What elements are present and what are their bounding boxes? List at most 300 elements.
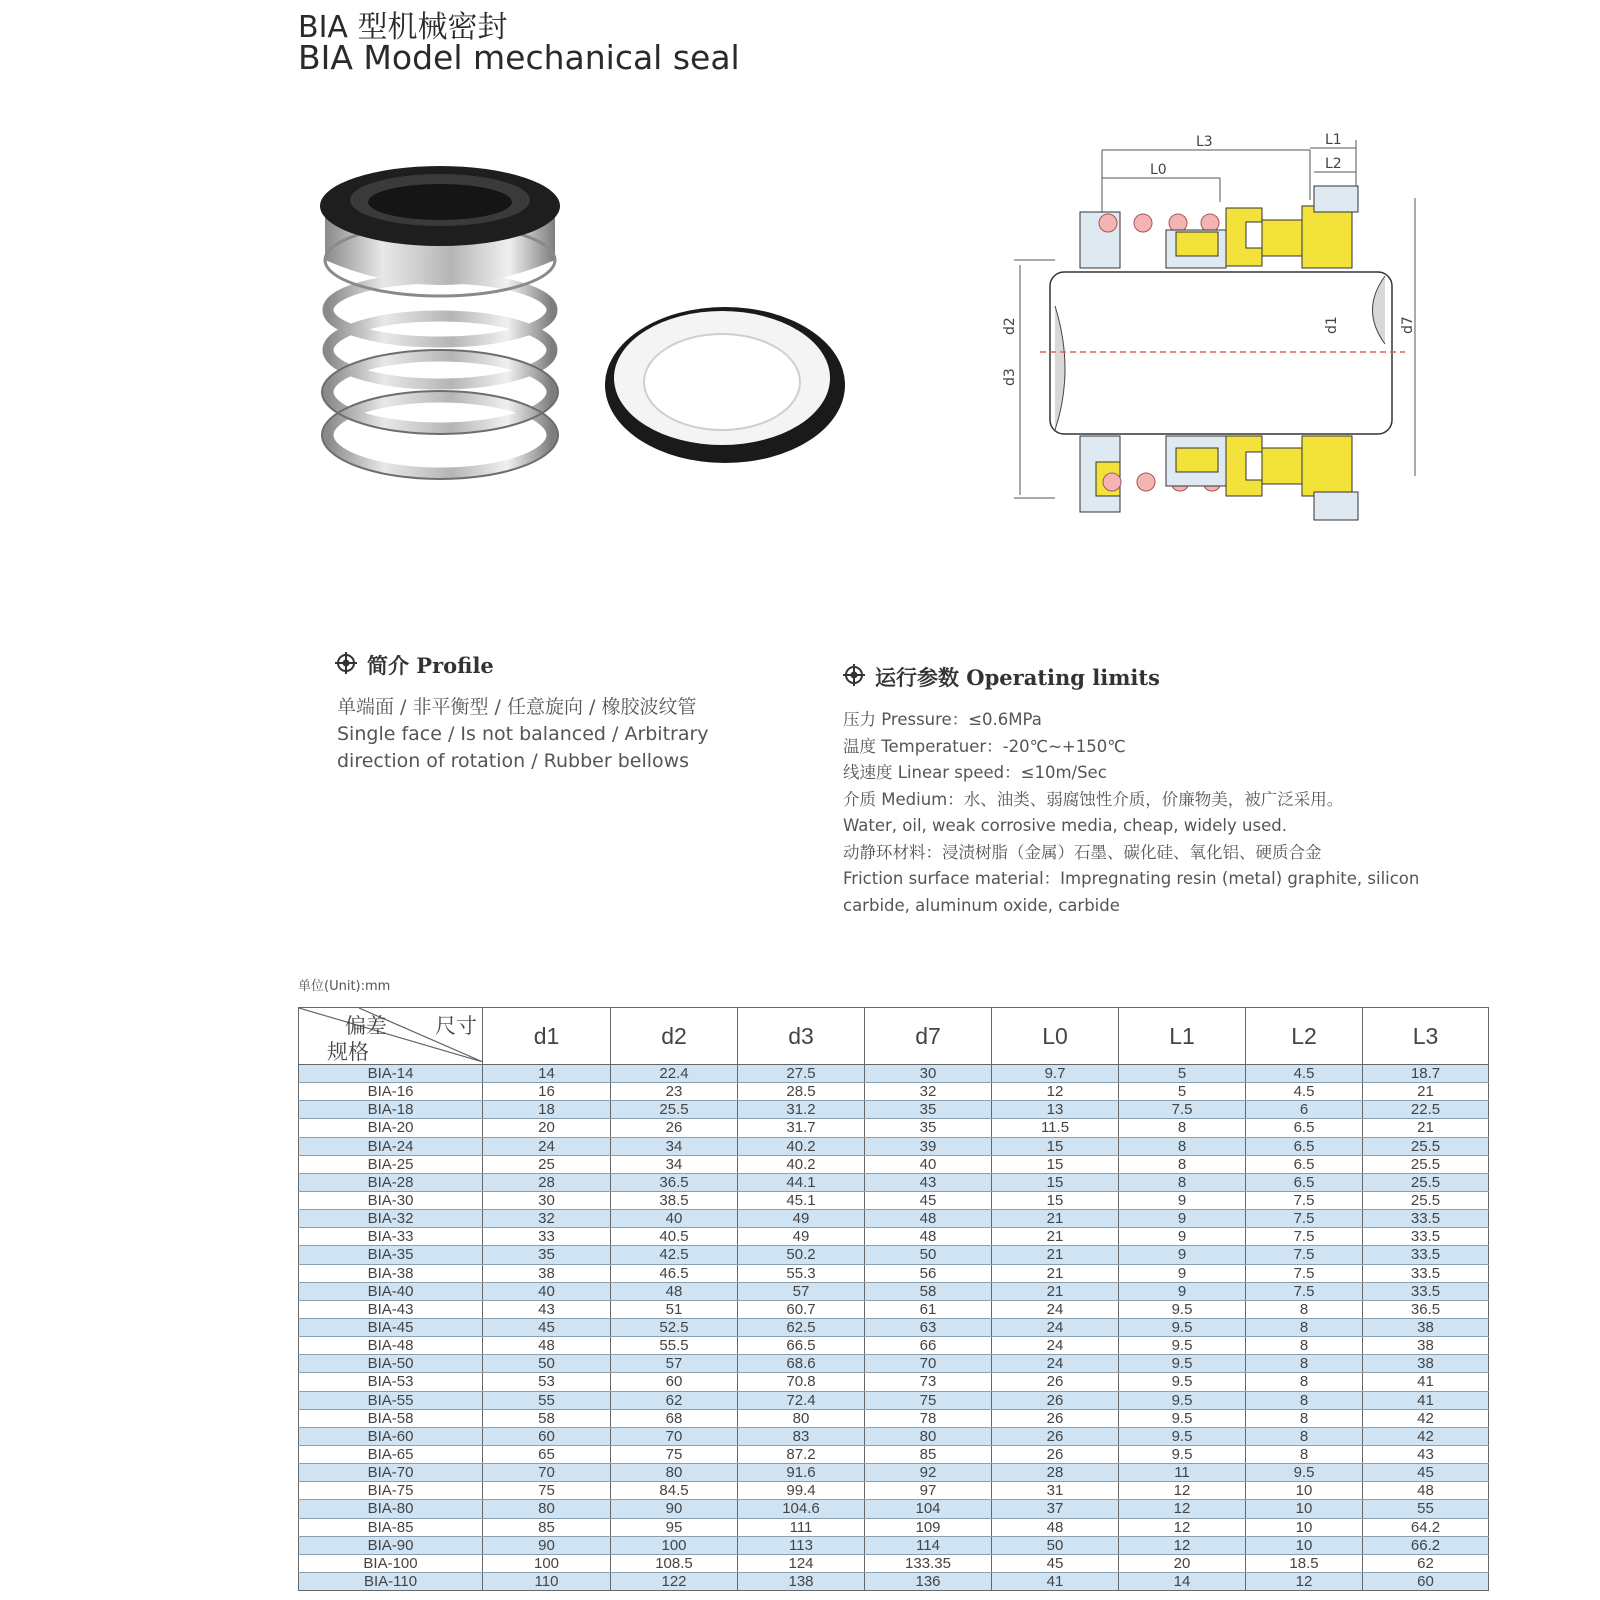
value-cell: 33.5 [1363, 1246, 1489, 1264]
table-row [299, 1518, 1489, 1536]
model-cell: BIA-53 [299, 1373, 483, 1391]
value-cell: 136 [865, 1572, 992, 1590]
model-cell: BIA-14 [299, 1065, 483, 1083]
operating-line: carbide, aluminum oxide, carbide [843, 895, 1120, 915]
value-cell: 24 [992, 1318, 1119, 1336]
value-cell: 21 [1363, 1119, 1489, 1137]
col-header-L3: L3 [1363, 1008, 1489, 1065]
operating-line: 温度 Temperatuer：-20℃~+150℃ [843, 736, 1126, 756]
table-row [299, 1191, 1489, 1209]
table-row [299, 1173, 1489, 1191]
value-cell: 92 [865, 1464, 992, 1482]
model-cell: BIA-65 [299, 1445, 483, 1463]
value-cell: 4.5 [1246, 1065, 1363, 1083]
profile-heading [335, 650, 494, 680]
value-cell: 42 [1363, 1409, 1489, 1427]
value-cell: 18 [483, 1101, 611, 1119]
value-cell: 40.2 [738, 1137, 865, 1155]
value-cell: 52.5 [611, 1318, 738, 1336]
value-cell: 33.5 [1363, 1210, 1489, 1228]
value-cell: 25.5 [1363, 1173, 1489, 1191]
value-cell: 8 [1246, 1409, 1363, 1427]
model-cell: BIA-58 [299, 1409, 483, 1427]
model-cell: BIA-32 [299, 1210, 483, 1228]
model-cell: BIA-28 [299, 1173, 483, 1191]
value-cell: 20 [1119, 1554, 1246, 1572]
value-cell: 26 [992, 1427, 1119, 1445]
value-cell: 45.1 [738, 1191, 865, 1209]
value-cell: 80 [483, 1500, 611, 1518]
value-cell: 9.5 [1119, 1355, 1246, 1373]
col-header-L0: L0 [992, 1008, 1119, 1065]
value-cell: 6.5 [1246, 1137, 1363, 1155]
value-cell: 80 [865, 1427, 992, 1445]
value-cell: 9.5 [1119, 1427, 1246, 1445]
value-cell: 62 [1363, 1554, 1489, 1572]
value-cell: 31.7 [738, 1119, 865, 1137]
value-cell: 97 [865, 1482, 992, 1500]
value-cell: 91.6 [738, 1464, 865, 1482]
table-row [299, 1065, 1489, 1083]
value-cell: 9 [1119, 1191, 1246, 1209]
value-cell: 8 [1119, 1137, 1246, 1155]
value-cell: 45 [865, 1191, 992, 1209]
value-cell: 58 [483, 1409, 611, 1427]
value-cell: 9 [1119, 1264, 1246, 1282]
model-cell: BIA-45 [299, 1318, 483, 1336]
value-cell: 18.5 [1246, 1554, 1363, 1572]
table-row [299, 1300, 1489, 1318]
value-cell: 9 [1119, 1228, 1246, 1246]
value-cell: 53 [483, 1373, 611, 1391]
value-cell: 58 [865, 1282, 992, 1300]
value-cell: 35 [865, 1119, 992, 1137]
value-cell: 8 [1246, 1427, 1363, 1445]
value-cell: 9 [1119, 1282, 1246, 1300]
corner-bottom-label: 规格 [327, 1040, 369, 1064]
model-cell: BIA-35 [299, 1246, 483, 1264]
value-cell: 21 [992, 1246, 1119, 1264]
value-cell: 31.2 [738, 1101, 865, 1119]
value-cell: 40.5 [611, 1228, 738, 1246]
spec-table [298, 1007, 1489, 1591]
value-cell: 50.2 [738, 1246, 865, 1264]
value-cell: 33 [483, 1228, 611, 1246]
value-cell: 70 [865, 1355, 992, 1373]
corner-header [299, 1008, 483, 1065]
value-cell: 124 [738, 1554, 865, 1572]
value-cell: 62 [611, 1391, 738, 1409]
value-cell: 7.5 [1246, 1282, 1363, 1300]
model-cell: BIA-100 [299, 1554, 483, 1572]
corner-top-label: 偏差 [345, 1014, 387, 1038]
model-cell: BIA-50 [299, 1355, 483, 1373]
value-cell: 12 [1119, 1518, 1246, 1536]
model-cell: BIA-70 [299, 1464, 483, 1482]
value-cell: 43 [865, 1173, 992, 1191]
value-cell: 62.5 [738, 1318, 865, 1336]
title-english: BIA Model mechanical seal [298, 38, 740, 77]
value-cell: 12 [1119, 1482, 1246, 1500]
value-cell: 15 [992, 1155, 1119, 1173]
operating-line: Water, oil, weak corrosive media, cheap, widely used. [843, 816, 1287, 835]
value-cell: 85 [483, 1518, 611, 1536]
value-cell: 28.5 [738, 1083, 865, 1101]
value-cell: 15 [992, 1137, 1119, 1155]
value-cell: 7.5 [1246, 1191, 1363, 1209]
value-cell: 5 [1119, 1083, 1246, 1101]
value-cell: 10 [1246, 1518, 1363, 1536]
table-body [299, 1065, 1489, 1591]
value-cell: 36.5 [611, 1173, 738, 1191]
value-cell: 11 [1119, 1464, 1246, 1482]
table-row [299, 1391, 1489, 1409]
value-cell: 7.5 [1119, 1101, 1246, 1119]
value-cell: 75 [865, 1391, 992, 1409]
value-cell: 60.7 [738, 1300, 865, 1318]
table-row [299, 1536, 1489, 1554]
operating-line: 动静环材料：浸渍树脂（金属）石墨、碳化硅、氧化铝、硬质合金 [843, 842, 1322, 862]
label-d1: d1 [1324, 316, 1340, 334]
value-cell: 70 [483, 1464, 611, 1482]
table-row [299, 1355, 1489, 1373]
value-cell: 66.2 [1363, 1536, 1489, 1554]
value-cell: 28 [992, 1464, 1119, 1482]
value-cell: 8 [1119, 1155, 1246, 1173]
value-cell: 100 [611, 1536, 738, 1554]
value-cell: 38.5 [611, 1191, 738, 1209]
col-header-d3: d3 [738, 1008, 865, 1065]
value-cell: 9 [1119, 1246, 1246, 1264]
table-row [299, 1464, 1489, 1482]
value-cell: 83 [738, 1427, 865, 1445]
value-cell: 48 [865, 1210, 992, 1228]
value-cell: 8 [1119, 1173, 1246, 1191]
value-cell: 26 [992, 1409, 1119, 1427]
value-cell: 9.5 [1246, 1464, 1363, 1482]
value-cell: 5 [1119, 1065, 1246, 1083]
value-cell: 8 [1119, 1119, 1246, 1137]
value-cell: 22.4 [611, 1065, 738, 1083]
model-cell: BIA-75 [299, 1482, 483, 1500]
value-cell: 6.5 [1246, 1173, 1363, 1191]
value-cell: 26 [992, 1445, 1119, 1463]
value-cell: 46.5 [611, 1264, 738, 1282]
table-row [299, 1318, 1489, 1336]
value-cell: 87.2 [738, 1445, 865, 1463]
value-cell: 9.5 [1119, 1445, 1246, 1463]
value-cell: 8 [1246, 1391, 1363, 1409]
value-cell: 66.5 [738, 1337, 865, 1355]
model-cell: BIA-55 [299, 1391, 483, 1409]
operating-limits-heading [843, 662, 1160, 692]
model-cell: BIA-20 [299, 1119, 483, 1137]
value-cell: 40.2 [738, 1155, 865, 1173]
value-cell: 9 [1119, 1210, 1246, 1228]
value-cell: 34 [611, 1137, 738, 1155]
value-cell: 40 [483, 1282, 611, 1300]
unit-label: 单位(Unit):mm [298, 979, 391, 994]
value-cell: 48 [865, 1228, 992, 1246]
value-cell: 114 [865, 1536, 992, 1554]
value-cell: 61 [865, 1300, 992, 1318]
value-cell: 138 [738, 1572, 865, 1590]
value-cell: 30 [865, 1065, 992, 1083]
profile-heading-text: 简介 Profile [367, 653, 494, 678]
value-cell: 6.5 [1246, 1155, 1363, 1173]
value-cell: 55.3 [738, 1264, 865, 1282]
profile-line-cn: 单端面 / 非平衡型 / 任意旋向 / 橡胶波纹管 [337, 696, 697, 718]
table-row [299, 1228, 1489, 1246]
value-cell: 9.7 [992, 1065, 1119, 1083]
value-cell: 10 [1246, 1536, 1363, 1554]
operating-line: 线速度 Linear speed：≤10m/Sec [843, 763, 1107, 782]
value-cell: 22.5 [1363, 1101, 1489, 1119]
col-header-d1: d1 [483, 1008, 611, 1065]
value-cell: 8 [1246, 1318, 1363, 1336]
value-cell: 95 [611, 1518, 738, 1536]
value-cell: 64.2 [1363, 1518, 1489, 1536]
value-cell: 25.5 [1363, 1191, 1489, 1209]
model-cell: BIA-18 [299, 1101, 483, 1119]
model-cell: BIA-38 [299, 1264, 483, 1282]
col-header-d2: d2 [611, 1008, 738, 1065]
value-cell: 38 [1363, 1337, 1489, 1355]
table-row [299, 1101, 1489, 1119]
value-cell: 26 [611, 1119, 738, 1137]
operating-limits-list [843, 707, 1463, 919]
value-cell: 33.5 [1363, 1282, 1489, 1300]
value-cell: 25.5 [1363, 1155, 1489, 1173]
value-cell: 12 [1119, 1500, 1246, 1518]
value-cell: 48 [1363, 1482, 1489, 1500]
value-cell: 33.5 [1363, 1264, 1489, 1282]
value-cell: 7.5 [1246, 1228, 1363, 1246]
value-cell: 50 [865, 1246, 992, 1264]
value-cell: 10 [1246, 1500, 1363, 1518]
value-cell: 111 [738, 1518, 865, 1536]
value-cell: 68 [611, 1409, 738, 1427]
model-cell: BIA-60 [299, 1427, 483, 1445]
value-cell: 60 [611, 1373, 738, 1391]
value-cell: 12 [1246, 1572, 1363, 1590]
value-cell: 30 [483, 1191, 611, 1209]
value-cell: 99.4 [738, 1482, 865, 1500]
value-cell: 60 [1363, 1572, 1489, 1590]
value-cell: 4.5 [1246, 1083, 1363, 1101]
table-row [299, 1427, 1489, 1445]
value-cell: 21 [992, 1264, 1119, 1282]
value-cell: 57 [611, 1355, 738, 1373]
col-header-L1: L1 [1119, 1008, 1246, 1065]
value-cell: 42.5 [611, 1246, 738, 1264]
value-cell: 48 [611, 1282, 738, 1300]
value-cell: 108.5 [611, 1554, 738, 1572]
value-cell: 7.5 [1246, 1264, 1363, 1282]
value-cell: 48 [483, 1337, 611, 1355]
value-cell: 10 [1246, 1482, 1363, 1500]
table-row [299, 1119, 1489, 1137]
model-cell: BIA-110 [299, 1572, 483, 1590]
value-cell: 110 [483, 1572, 611, 1590]
value-cell: 100 [483, 1554, 611, 1572]
value-cell: 38 [483, 1264, 611, 1282]
profile-text [337, 694, 709, 775]
value-cell: 21 [992, 1228, 1119, 1246]
value-cell: 8 [1246, 1300, 1363, 1318]
table-row [299, 1264, 1489, 1282]
value-cell: 24 [992, 1300, 1119, 1318]
col-header-L2: L2 [1246, 1008, 1363, 1065]
value-cell: 6.5 [1246, 1119, 1363, 1137]
value-cell: 49 [738, 1210, 865, 1228]
value-cell: 9.5 [1119, 1409, 1246, 1427]
value-cell: 14 [483, 1065, 611, 1083]
value-cell: 24 [992, 1337, 1119, 1355]
value-cell: 6 [1246, 1101, 1363, 1119]
value-cell: 49 [738, 1228, 865, 1246]
model-cell: BIA-80 [299, 1500, 483, 1518]
table-row [299, 1210, 1489, 1228]
value-cell: 73 [865, 1373, 992, 1391]
model-cell: BIA-90 [299, 1536, 483, 1554]
label-L3: L3 [1196, 134, 1213, 150]
value-cell: 32 [865, 1083, 992, 1101]
operating-limits-heading-text: 运行参数 Operating limits [875, 665, 1160, 690]
value-cell: 27.5 [738, 1065, 865, 1083]
value-cell: 109 [865, 1518, 992, 1536]
value-cell: 11.5 [992, 1119, 1119, 1137]
value-cell: 40 [611, 1210, 738, 1228]
value-cell: 24 [992, 1355, 1119, 1373]
value-cell: 35 [865, 1101, 992, 1119]
model-cell: BIA-40 [299, 1282, 483, 1300]
value-cell: 41 [1363, 1391, 1489, 1409]
value-cell: 15 [992, 1173, 1119, 1191]
value-cell: 68.6 [738, 1355, 865, 1373]
value-cell: 21 [1363, 1083, 1489, 1101]
cross-section-diagram [1000, 130, 1440, 530]
operating-line: 压力 Pressure：≤0.6MPa [843, 710, 1042, 729]
value-cell: 72.4 [738, 1391, 865, 1409]
value-cell: 28 [483, 1173, 611, 1191]
corner-right-label: 尺寸 [435, 1014, 477, 1038]
table-row [299, 1500, 1489, 1518]
table-row [299, 1083, 1489, 1101]
value-cell: 8 [1246, 1445, 1363, 1463]
value-cell: 21 [992, 1282, 1119, 1300]
value-cell: 26 [992, 1373, 1119, 1391]
value-cell: 42 [1363, 1427, 1489, 1445]
value-cell: 57 [738, 1282, 865, 1300]
value-cell: 13 [992, 1101, 1119, 1119]
table-row [299, 1409, 1489, 1427]
label-d3: d3 [1002, 368, 1018, 386]
table-row [299, 1572, 1489, 1590]
value-cell: 25.5 [611, 1101, 738, 1119]
value-cell: 90 [483, 1536, 611, 1554]
value-cell: 9.5 [1119, 1300, 1246, 1318]
model-cell: BIA-33 [299, 1228, 483, 1246]
model-cell: BIA-25 [299, 1155, 483, 1173]
label-L2: L2 [1325, 156, 1342, 172]
value-cell: 9.5 [1119, 1373, 1246, 1391]
profile-line-en2: direction of rotation / Rubber bellows [337, 750, 690, 772]
value-cell: 15 [992, 1191, 1119, 1209]
value-cell: 36.5 [1363, 1300, 1489, 1318]
value-cell: 12 [992, 1083, 1119, 1101]
label-d2: d2 [1002, 317, 1018, 335]
value-cell: 9.5 [1119, 1337, 1246, 1355]
value-cell: 34 [611, 1155, 738, 1173]
value-cell: 14 [1119, 1572, 1246, 1590]
value-cell: 38 [1363, 1355, 1489, 1373]
value-cell: 80 [738, 1409, 865, 1427]
value-cell: 85 [865, 1445, 992, 1463]
value-cell: 56 [865, 1264, 992, 1282]
value-cell: 63 [865, 1318, 992, 1336]
value-cell: 31 [992, 1482, 1119, 1500]
value-cell: 104.6 [738, 1500, 865, 1518]
value-cell: 41 [992, 1572, 1119, 1590]
value-cell: 104 [865, 1500, 992, 1518]
value-cell: 90 [611, 1500, 738, 1518]
value-cell: 55 [483, 1391, 611, 1409]
value-cell: 51 [611, 1300, 738, 1318]
value-cell: 78 [865, 1409, 992, 1427]
value-cell: 8 [1246, 1355, 1363, 1373]
crosshair-icon [335, 652, 357, 679]
value-cell: 39 [865, 1137, 992, 1155]
value-cell: 60 [483, 1427, 611, 1445]
model-cell: BIA-48 [299, 1337, 483, 1355]
value-cell: 75 [483, 1482, 611, 1500]
value-cell: 50 [992, 1536, 1119, 1554]
value-cell: 8 [1246, 1337, 1363, 1355]
value-cell: 8 [1246, 1373, 1363, 1391]
operating-line: Friction surface material：Impregnating resin (metal) graphite, silicon [843, 869, 1420, 888]
value-cell: 84.5 [611, 1482, 738, 1500]
value-cell: 40 [865, 1155, 992, 1173]
table-row [299, 1137, 1489, 1155]
label-L0: L0 [1150, 162, 1167, 178]
value-cell: 7.5 [1246, 1246, 1363, 1264]
label-L1: L1 [1325, 132, 1342, 148]
value-cell: 33.5 [1363, 1228, 1489, 1246]
value-cell: 75 [611, 1445, 738, 1463]
value-cell: 65 [483, 1445, 611, 1463]
crosshair-icon [843, 664, 865, 691]
value-cell: 45 [1363, 1464, 1489, 1482]
value-cell: 48 [992, 1518, 1119, 1536]
value-cell: 37 [992, 1500, 1119, 1518]
value-cell: 66 [865, 1337, 992, 1355]
value-cell: 20 [483, 1119, 611, 1137]
col-header-d7: d7 [865, 1008, 992, 1065]
table-row [299, 1554, 1489, 1572]
value-cell: 25.5 [1363, 1137, 1489, 1155]
value-cell: 12 [1119, 1536, 1246, 1554]
value-cell: 55 [1363, 1500, 1489, 1518]
label-d7: d7 [1400, 316, 1416, 334]
value-cell: 45 [483, 1318, 611, 1336]
title-chinese: BIA 型机械密封 [298, 10, 508, 45]
value-cell: 50 [483, 1355, 611, 1373]
table-row [299, 1445, 1489, 1463]
value-cell: 32 [483, 1210, 611, 1228]
model-cell: BIA-85 [299, 1518, 483, 1536]
value-cell: 45 [992, 1554, 1119, 1572]
